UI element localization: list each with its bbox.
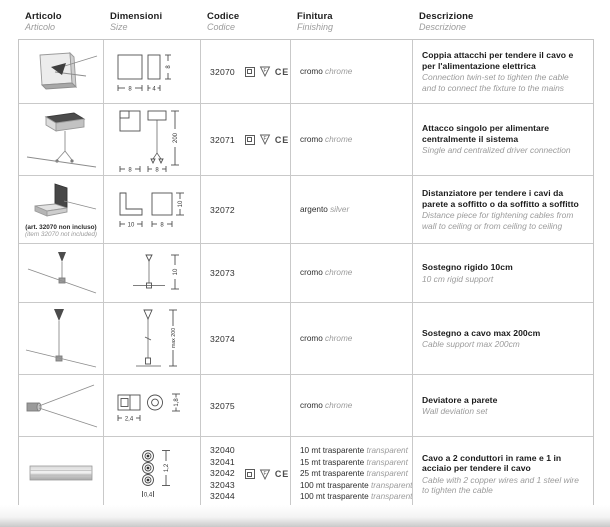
finish-it: argento (300, 204, 328, 214)
dimensions-diagram (119, 306, 185, 372)
finish-it: 25 mt trasparente (300, 469, 365, 479)
code-cell (201, 437, 291, 511)
finish-cell (291, 104, 413, 175)
description-it: Cavo a 2 conduttori in rame e 1 in acciaio per tendere il cavo (422, 452, 562, 473)
dim-width1-label: 2,4 (124, 416, 134, 422)
column-header-articolo (19, 11, 104, 33)
table-row (19, 437, 593, 511)
finish-line (300, 400, 352, 412)
description-it: Sostegno rigido 10cm (422, 262, 513, 272)
dimensions-diagram (110, 384, 194, 428)
finish-it: cromo (300, 268, 323, 278)
finish-line (300, 134, 352, 146)
product-code: 32044 (210, 491, 235, 502)
finish-cell (291, 375, 413, 436)
table-row (19, 244, 593, 303)
class-ii-insulation-icon (245, 469, 255, 479)
dimensions-diagram (112, 47, 192, 97)
header-label-en: Size (110, 22, 128, 32)
header-label-it: Descrizione (419, 11, 474, 22)
article-image-cell (19, 303, 104, 374)
caption-it: (art. 32070 non incluso) (25, 223, 97, 231)
dim-width1-label: 8 (128, 167, 132, 173)
code-cell (201, 303, 291, 374)
table-body (18, 39, 594, 512)
finish-cell (291, 437, 413, 511)
code-cell (201, 176, 291, 243)
finish-cell (291, 244, 413, 302)
column-header-codice (201, 11, 291, 33)
code-cell (201, 104, 291, 175)
dimensions-diagram (112, 107, 192, 173)
ce-mark-icon: CE (274, 468, 290, 480)
finish-it: 100 mt trasparente (300, 492, 369, 502)
dim-width2-label: 4 (152, 86, 156, 92)
image-caption (25, 224, 97, 239)
finish-line (300, 491, 412, 503)
code-cell (201, 244, 291, 302)
certification-icons (245, 66, 289, 77)
article-image-cell (19, 437, 104, 511)
dim-width1-label: 8 (128, 86, 132, 92)
dim-width1-label: 10 (127, 222, 135, 228)
product-photo-rigid-support (22, 248, 100, 298)
header-label-it: Dimensioni (110, 11, 163, 22)
certification-icons (245, 134, 289, 145)
finish-line (300, 445, 408, 457)
description-cell (413, 104, 593, 175)
ce-mark-icon: CE (274, 66, 290, 77)
finish-en: silver (330, 204, 350, 214)
description-cell (413, 40, 593, 103)
certification-icons (245, 469, 289, 480)
catalog-table (18, 11, 594, 512)
table-header (18, 11, 594, 33)
caption-en: (item 32070 not included) (24, 231, 98, 238)
header-label-en: Articolo (25, 22, 56, 32)
product-photo-cable (26, 462, 96, 486)
product-codes-list (210, 445, 235, 503)
product-code: 32042 (210, 468, 235, 479)
article-image-cell (19, 40, 104, 103)
product-photo-distance-piece (22, 181, 100, 223)
dim-width2-label: 8 (160, 222, 164, 228)
header-label-it: Finitura (297, 11, 333, 22)
header-label-en: Codice (207, 22, 236, 32)
code-cell (201, 40, 291, 103)
flammable-surface-icon (259, 66, 271, 77)
product-photo-wall-deviator (22, 380, 100, 432)
description-en: Cable with 2 copper wires and 1 steel wire to tighten the cable (422, 474, 579, 495)
finish-en: chrome (325, 400, 353, 410)
f-label: F (263, 67, 267, 74)
description-cell (413, 303, 593, 374)
dim-width1-label: 0,4 (143, 492, 153, 499)
description-en: Single and centralized driver connection (422, 145, 571, 156)
article-image-cell (19, 244, 104, 302)
product-code: 32072 (210, 204, 235, 215)
finish-line (300, 333, 352, 345)
dimensions-cell (104, 375, 201, 436)
product-photo-cable-support (22, 306, 100, 372)
header-label-en: Descrizione (419, 22, 467, 32)
description-en: Cable support max 200cm (422, 339, 520, 349)
finish-en: transparent (366, 457, 408, 467)
finish-line (300, 457, 408, 469)
f-label: F (263, 135, 267, 142)
article-image-cell (19, 375, 104, 436)
dim-height-label: 10 (178, 200, 184, 207)
description-en: Distance piece for tightening cables from wall to ceiling or from ceiling to ceiling (422, 210, 574, 231)
product-photo-central-attachment (22, 107, 100, 173)
description-cell (413, 244, 593, 302)
class-ii-insulation-icon (245, 135, 255, 145)
class-ii-insulation-icon (245, 67, 255, 77)
description-it: Distanziatore per tendere i cavi da parete a soffitto o da soffitto a soffitto (422, 188, 579, 209)
finish-line (300, 468, 408, 480)
product-code: 32075 (210, 400, 235, 411)
dimensions-cell (104, 40, 201, 103)
header-label-it: Articolo (25, 11, 62, 22)
finish-en: transparent (371, 492, 413, 502)
header-label-en: Finishing (297, 22, 334, 32)
finish-cell (291, 40, 413, 103)
dim-width2-label: 8 (155, 167, 159, 173)
dim-height-label: max 200 (171, 327, 177, 348)
description-it: Attacco singolo per alimentare centralmente il sistema (422, 123, 550, 144)
description-it: Sostegno a cavo max 200cm (422, 327, 541, 338)
column-header-dimensioni (104, 11, 201, 33)
dim-height-label: 10 (173, 268, 179, 276)
finish-it: cromo (300, 66, 323, 76)
finish-it: cromo (300, 134, 323, 144)
finish-it: 100 mt trasparente (300, 480, 369, 490)
flammable-surface-icon (259, 134, 271, 145)
finish-en: chrome (325, 134, 353, 144)
finish-line (300, 267, 352, 279)
product-photo-twin-attachment (22, 47, 100, 97)
finish-line (300, 66, 352, 78)
description-it: Coppia attacchi per tendere il cavo e per l'alimentazione elettrica (422, 50, 574, 71)
finish-it: cromo (300, 400, 323, 410)
finish-line (300, 480, 412, 492)
description-it: Deviatore a parete (422, 394, 498, 405)
dimensions-cell (104, 104, 201, 175)
finish-it: cromo (300, 333, 323, 343)
finish-en: transparent (371, 480, 413, 490)
finish-cell (291, 303, 413, 374)
description-cell (413, 375, 593, 436)
finish-cell (291, 176, 413, 243)
page-bottom-shadow (0, 505, 610, 527)
dimensions-diagram (119, 249, 185, 297)
table-row (19, 104, 593, 176)
dim-height-label: 1,8 (174, 397, 180, 407)
column-header-descrizione (413, 11, 593, 33)
table-row (19, 176, 593, 244)
header-label-it: Codice (207, 11, 240, 22)
description-en: 10 cm rigid support (422, 273, 494, 284)
description-cell (413, 176, 593, 243)
description-en: Wall deviation set (422, 406, 488, 416)
dim-height-label: 200 (173, 132, 179, 143)
description-en: Connection twin-set to tighten the cable and to connect the fixture to the mains (422, 72, 569, 93)
product-code: 32070 (210, 66, 235, 77)
dim-height-label: 1,2 (164, 463, 170, 473)
code-cell (201, 375, 291, 436)
product-code: 32071 (210, 134, 235, 145)
dimensions-diagram (122, 447, 182, 501)
finish-en: chrome (325, 333, 353, 343)
dimensions-diagram (112, 187, 192, 233)
product-code: 32074 (210, 333, 235, 344)
finish-line (300, 204, 349, 216)
dimensions-cell (104, 437, 201, 511)
product-code: 32041 (210, 456, 235, 467)
finish-en: chrome (325, 268, 353, 278)
article-image-cell (19, 176, 104, 243)
finish-en: transparent (366, 446, 408, 456)
table-row (19, 40, 593, 104)
finish-it: 15 mt trasparente (300, 457, 365, 467)
product-code: 32043 (210, 479, 235, 490)
finish-it: 10 mt trasparente (300, 446, 365, 456)
finish-en: transparent (366, 469, 408, 479)
table-row (19, 375, 593, 437)
dimensions-cell (104, 244, 201, 302)
dimensions-cell (104, 176, 201, 243)
table-row (19, 303, 593, 375)
dimensions-cell (104, 303, 201, 374)
dim-height-label: 8 (166, 64, 172, 69)
article-image-cell (19, 104, 104, 175)
product-code: 32073 (210, 268, 235, 278)
description-cell (413, 437, 593, 511)
f-label: F (263, 470, 267, 477)
product-code: 32040 (210, 445, 235, 456)
flammable-surface-icon (259, 469, 271, 480)
finish-en: chrome (325, 66, 353, 76)
ce-mark-icon: CE (274, 134, 290, 145)
column-header-finitura (291, 11, 413, 33)
